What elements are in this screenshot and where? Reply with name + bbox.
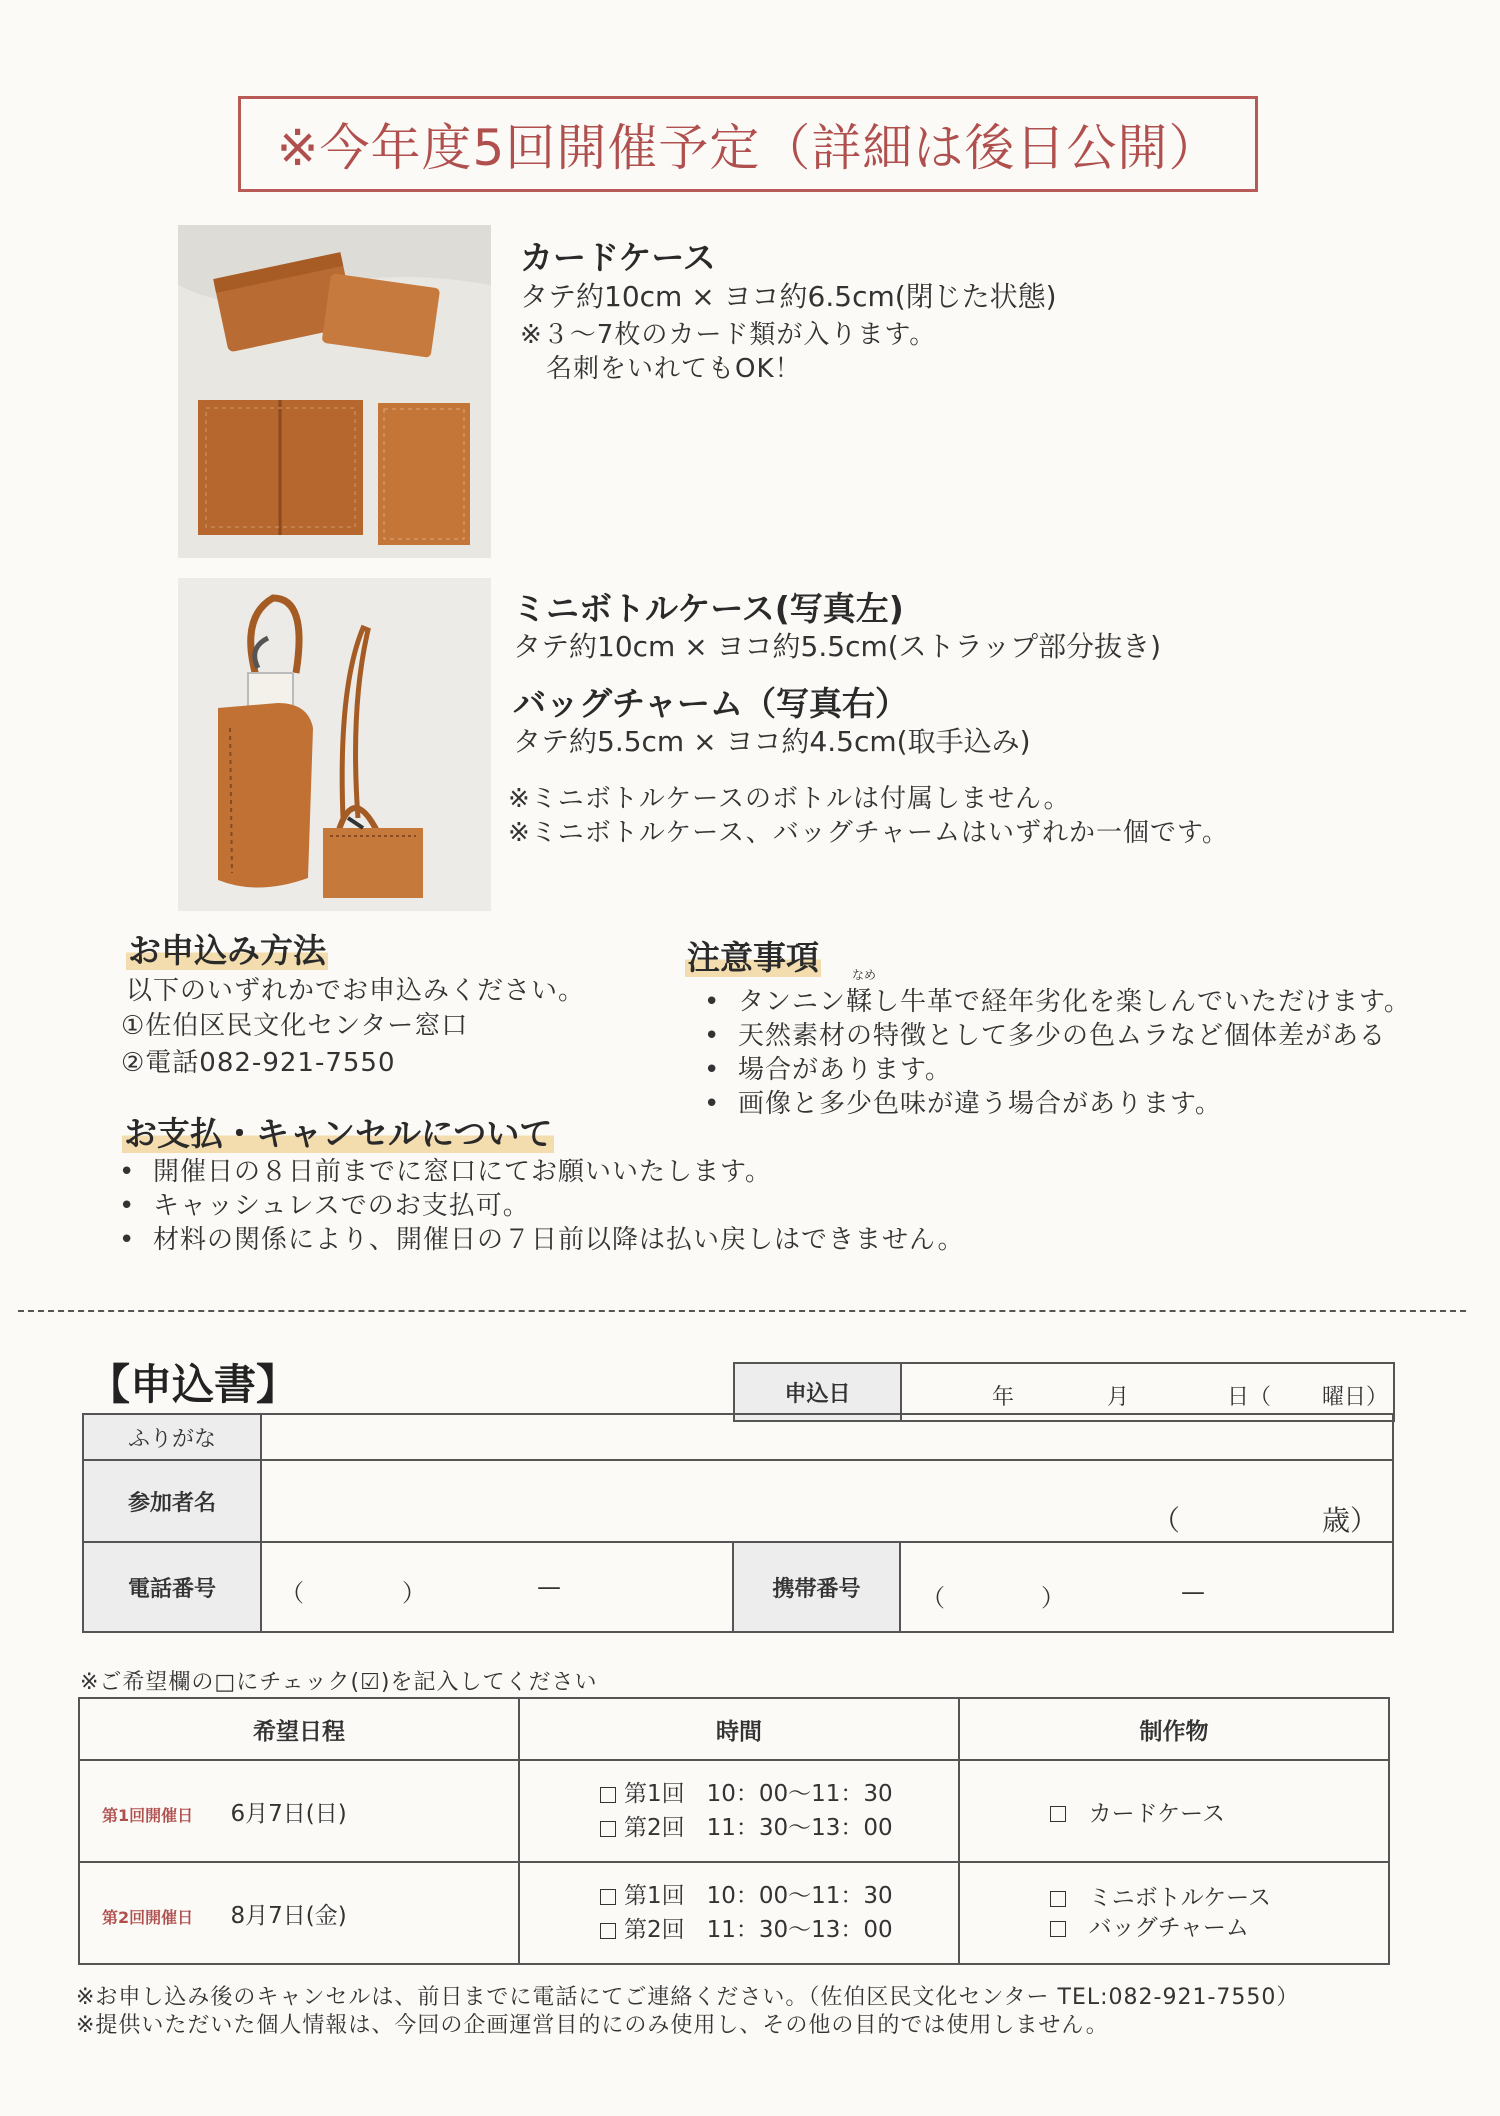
caution-item: • 場合があります。 [700,1053,1440,1087]
time-slot[interactable]: 第2回 11：30～13：00 [600,1913,957,1947]
time-slot[interactable]: 第2回 11：30～13：00 [600,1811,957,1845]
item-option[interactable]: カードケース [1050,1795,1387,1828]
caution-item: • タンニン鞣し牛革で経年劣化を楽しんでいただけます。 [700,985,1440,1019]
paren: （ [921,1584,945,1612]
application-form [82,1413,1394,1633]
checkbox[interactable] [600,1821,616,1837]
card-case-title: カードケース [520,238,716,277]
paren: ） [402,1579,426,1607]
schedule-item-cell [959,1760,1389,1862]
schedule-item-cell [959,1862,1389,1964]
age-open: （ [1152,1504,1181,1537]
date-day: 日（ [1227,1385,1272,1410]
payment-list [115,1155,1115,1257]
bottle-case-title: ミニボトルケース(写真左) [513,589,904,628]
apply-title: お申込み方法 [128,931,326,970]
mobile-field[interactable] [900,1542,1393,1632]
bag-charm-size: タテ約5.5cm × ヨコ約4.5cm(取手込み) [513,725,1031,758]
mobile-label: 携帯番号 [733,1542,900,1632]
caution-item: • 天然素材の特徴として多少の色ムラなど個体差がある [700,1019,1440,1053]
paren: ） [1041,1584,1065,1612]
age-close: 歳） [1322,1504,1379,1537]
date-year: 年 [992,1385,1015,1410]
furigana-label: ふりがな [83,1414,261,1460]
schedule-date-cell [79,1862,519,1964]
event-banner: ※今年度5回開催予定（詳細は後日公開） [238,96,1258,192]
schedule-date-cell [79,1760,519,1862]
session-tag: 第2回開催日 [102,1907,194,1927]
name-label: 参加者名 [83,1460,261,1542]
product-note: ※ミニボトルケースのボトルは付属しません。 [508,784,1071,814]
schedule-time-cell [519,1862,959,1964]
schedule-table [78,1697,1390,1965]
furigana-field[interactable] [261,1414,1393,1460]
schedule-header: 時間 [519,1698,959,1760]
item-option[interactable]: バッグチャーム [1050,1913,1387,1943]
name-field[interactable] [261,1460,1393,1542]
bottle-case-photo [178,578,491,911]
schedule-header: 希望日程 [79,1698,519,1760]
card-case-photo [178,225,491,558]
session-date: 6月7日(日) [230,1800,347,1827]
form-title: 【申込書】 [88,1360,299,1409]
checkbox[interactable] [1050,1806,1066,1822]
time-slot[interactable]: 第1回 10：00～11：30 [600,1879,957,1913]
time-slot[interactable]: 第1回 10：00～11：30 [600,1777,957,1811]
apply-line: 以下のいずれかでお申込みください。 [126,976,586,1006]
product-note: ※ミニボトルケース、バッグチャームはいずれか一個です。 [508,818,1229,848]
apply-line: ①佐伯区民文化センター窓口 [121,1011,469,1041]
footer-note: ※お申し込み後のキャンセルは、前日までに電話にてご連絡ください。（佐伯区民文化センター TEL:082-921-7550） [76,1985,1300,2010]
caution-item: • 画像と多少色味が違う場合があります。 [700,1087,1440,1121]
date-month: 月 [1107,1385,1130,1410]
bag-charm-title: バッグチャーム（写真右） [513,684,909,723]
cut-line [18,1310,1466,1312]
caution-title: 注意事項 [687,938,819,977]
date-weekday: 曜日） [1322,1385,1389,1410]
paren: （ [280,1579,304,1607]
apply-phone: ②電話082-921-7550 [121,1048,396,1078]
session-date: 8月7日(金) [230,1902,347,1929]
payment-item: • 材料の関係により、開催日の７日前以降は払い戻しはできません。 [115,1223,1115,1257]
footer-note: ※提供いただいた個人情報は、今回の企画運営目的にのみ使用し、その他の目的では使用しません。 [76,2013,1109,2038]
dash: — [1181,1578,1205,1606]
bottle-case-size: タテ約10cm × ヨコ約5.5cm(ストラップ部分抜き) [513,630,1162,663]
card-case-size: タテ約10cm × ヨコ約6.5cm(閉じた状態) [520,280,1057,313]
card-case-note: 名刺をいれてもOK！ [546,354,802,384]
payment-title: お支払・キャンセルについて [124,1114,553,1153]
payment-item: • 開催日の８日前までに窓口にてお願いいたします。 [115,1155,1115,1189]
item-option[interactable]: ミニボトルケース [1050,1883,1387,1913]
schedule-time-cell [519,1760,959,1862]
checkbox[interactable] [1050,1921,1066,1937]
schedule-hint: ※ご希望欄の□にチェック(☑)を記入してください [80,1670,598,1695]
card-case-note: ※３～7枚のカード類が入ります。 [520,320,937,350]
payment-item: • キャッシュレスでのお支払可。 [115,1189,1115,1223]
phone-label: 電話番号 [83,1542,261,1632]
checkbox[interactable] [1050,1891,1066,1907]
checkbox[interactable] [600,1787,616,1803]
session-tag: 第1回開催日 [102,1805,194,1825]
phone-field[interactable] [261,1542,733,1632]
schedule-header: 制作物 [959,1698,1389,1760]
checkbox[interactable] [600,1923,616,1939]
date-label: 申込日 [734,1363,901,1421]
caution-ruby: なめ [852,968,877,982]
checkbox[interactable] [600,1889,616,1905]
dash: — [537,1573,561,1601]
caution-list [700,985,1440,1121]
